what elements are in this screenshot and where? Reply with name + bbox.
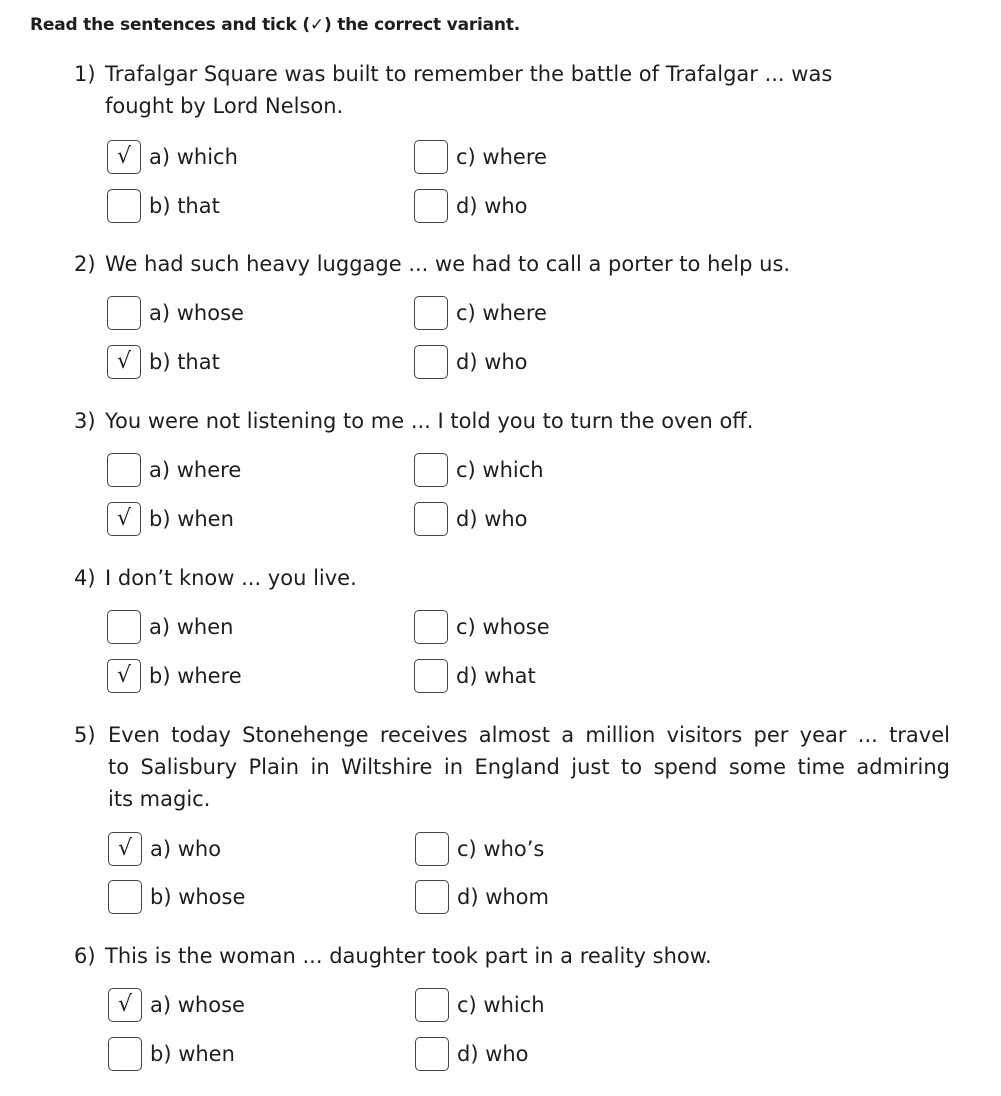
checkbox[interactable] xyxy=(415,988,449,1022)
question-text-line: This is the woman ... daughter took part in a reality show. xyxy=(105,944,712,968)
checkbox[interactable] xyxy=(414,345,448,379)
option-2c[interactable] xyxy=(414,295,547,331)
question-number: 1) xyxy=(74,62,96,86)
option-label: c) whose xyxy=(456,615,550,639)
option-label: a) who xyxy=(150,837,222,861)
question-number: 2) xyxy=(74,252,96,276)
checkbox[interactable] xyxy=(414,659,448,693)
option-6a[interactable] xyxy=(108,987,245,1023)
question-text-line: to Salisbury Plain in Wiltshire in England just to spend some time admiring xyxy=(108,755,950,779)
question-text-line: its magic. xyxy=(108,787,211,811)
option-label: d) who xyxy=(456,507,528,531)
question-text-line: We had such heavy luggage ... we had to call a porter to help us. xyxy=(105,252,791,276)
checkbox-checked[interactable]: √ xyxy=(107,140,141,174)
option-label: d) who xyxy=(456,350,528,374)
question-text-line: I don’t know ... you live. xyxy=(105,566,357,590)
option-4b[interactable] xyxy=(107,658,242,694)
checkbox[interactable] xyxy=(108,1037,142,1071)
question-5 xyxy=(74,719,974,909)
question-6 xyxy=(74,940,974,1066)
option-label: c) which xyxy=(456,458,544,482)
instruction-heading: Read the sentences and tick (✓) the correct variant. xyxy=(30,15,521,35)
option-2b[interactable] xyxy=(107,344,220,380)
checkbox[interactable] xyxy=(414,610,448,644)
option-label: d) what xyxy=(456,664,536,688)
checkbox[interactable] xyxy=(108,880,142,914)
option-3d[interactable] xyxy=(414,501,528,537)
checkbox[interactable] xyxy=(414,189,448,223)
checkbox[interactable] xyxy=(414,502,448,536)
checkbox[interactable] xyxy=(415,832,449,866)
option-label: c) where xyxy=(456,301,547,325)
checkbox-checked[interactable]: √ xyxy=(107,502,141,536)
checkbox-checked[interactable]: √ xyxy=(107,659,141,693)
question-text-line: fought by Lord Nelson. xyxy=(105,94,344,118)
option-1a[interactable] xyxy=(107,139,238,175)
question-text-line: You were not listening to me ... I told you to turn the oven off. xyxy=(105,409,754,433)
checkbox-checked[interactable]: √ xyxy=(107,345,141,379)
question-2 xyxy=(74,248,974,374)
question-3 xyxy=(74,405,974,531)
checkbox[interactable] xyxy=(415,1037,449,1071)
checkbox[interactable] xyxy=(414,453,448,487)
checkbox[interactable] xyxy=(107,610,141,644)
option-label: b) that xyxy=(149,194,220,218)
option-5d[interactable] xyxy=(415,879,549,915)
option-label: a) when xyxy=(149,615,234,639)
checkbox[interactable] xyxy=(107,453,141,487)
question-text-line: Trafalgar Square was built to remember the battle of Trafalgar ... was xyxy=(105,62,833,86)
option-4c[interactable] xyxy=(414,609,550,645)
option-label: d) who xyxy=(457,1042,529,1066)
option-label: a) whose xyxy=(149,301,244,325)
option-5c[interactable] xyxy=(415,831,544,867)
option-1d[interactable] xyxy=(414,188,528,224)
option-2d[interactable] xyxy=(414,344,528,380)
question-1 xyxy=(74,58,974,218)
option-1b[interactable] xyxy=(107,188,220,224)
option-2a[interactable] xyxy=(107,295,244,331)
checkbox[interactable] xyxy=(414,140,448,174)
question-text-line: Even today Stonehenge receives almost a million visitors per year ... travel xyxy=(108,723,950,747)
option-6b[interactable] xyxy=(108,1036,235,1072)
option-6c[interactable] xyxy=(415,987,545,1023)
option-label: c) where xyxy=(456,145,547,169)
option-5b[interactable] xyxy=(108,879,245,915)
option-label: d) whom xyxy=(457,885,549,909)
option-label: b) that xyxy=(149,350,220,374)
checkbox[interactable] xyxy=(107,189,141,223)
checkbox[interactable] xyxy=(415,880,449,914)
option-4d[interactable] xyxy=(414,658,536,694)
question-number: 6) xyxy=(74,944,96,968)
option-label: a) whose xyxy=(150,993,245,1017)
question-number: 4) xyxy=(74,566,96,590)
option-label: c) who’s xyxy=(457,837,545,861)
option-label: a) where xyxy=(149,458,242,482)
option-label: b) where xyxy=(149,664,242,688)
checkbox[interactable] xyxy=(414,296,448,330)
option-1c[interactable] xyxy=(414,139,547,175)
option-label: b) when xyxy=(149,507,234,531)
option-6d[interactable] xyxy=(415,1036,529,1072)
option-4a[interactable] xyxy=(107,609,233,645)
question-number: 3) xyxy=(74,409,96,433)
option-label: b) whose xyxy=(150,885,246,909)
checkbox[interactable] xyxy=(107,296,141,330)
option-label: a) which xyxy=(149,145,238,169)
option-3b[interactable] xyxy=(107,501,234,537)
option-5a[interactable] xyxy=(108,831,221,867)
question-number: 5) xyxy=(74,723,96,747)
option-label: d) who xyxy=(456,194,528,218)
option-3a[interactable] xyxy=(107,452,241,488)
option-3c[interactable] xyxy=(414,452,544,488)
question-4 xyxy=(74,562,974,688)
checkbox-checked[interactable]: √ xyxy=(108,832,142,866)
checkbox-checked[interactable]: √ xyxy=(108,988,142,1022)
option-label: b) when xyxy=(150,1042,235,1066)
option-label: c) which xyxy=(457,993,545,1017)
